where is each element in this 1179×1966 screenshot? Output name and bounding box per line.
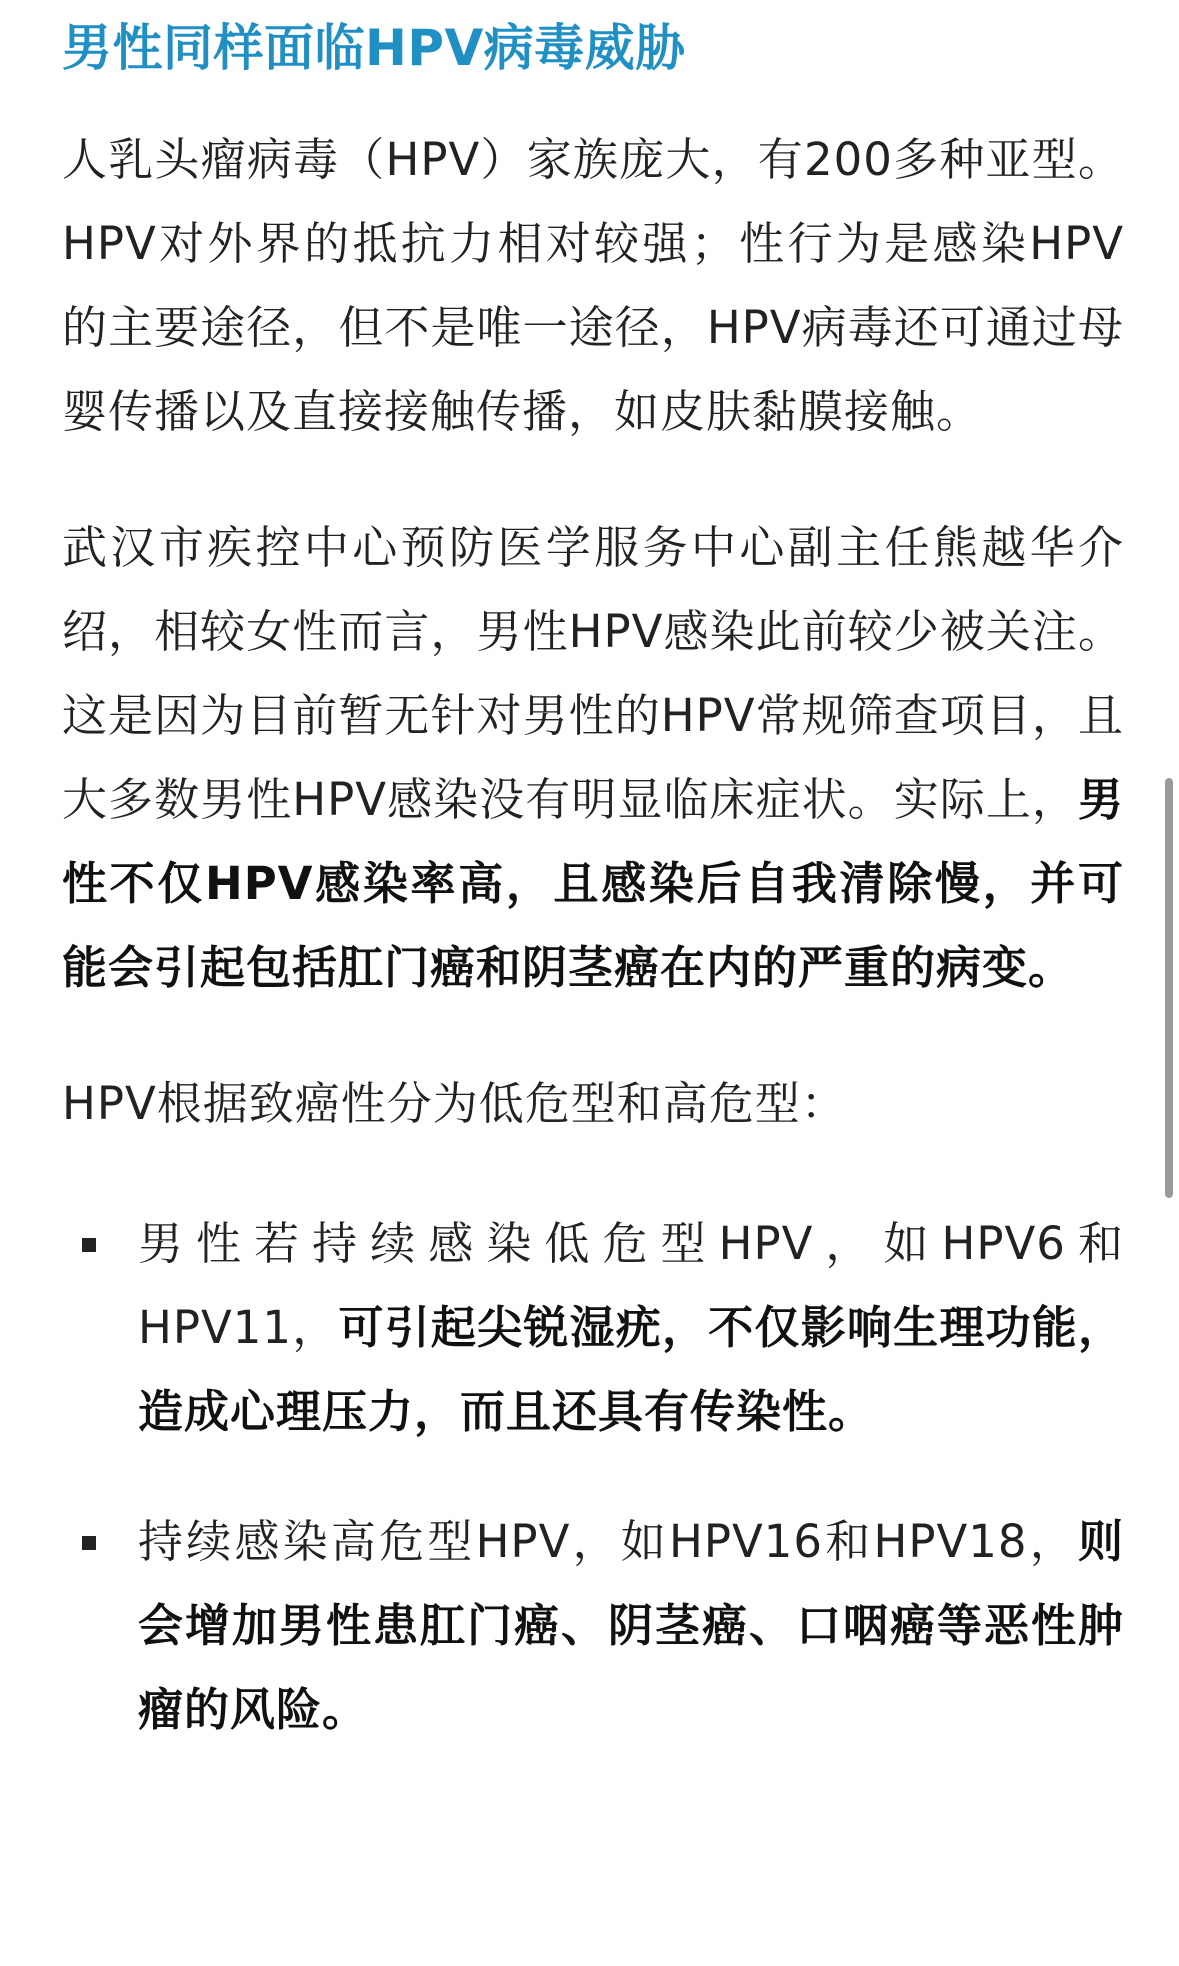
square-bullet-icon	[82, 1536, 96, 1550]
paragraph-expert-quote-text: 武汉市疾控中心预防医学服务中心副主任熊越华介绍，相较女性而言，男性HPV感染此前较少被关注。这是因为目前暂无针对男性的HPV常规筛查项目，且大多数男性HPV感染没有明显临床症状。实际上，	[62, 521, 1124, 826]
risk-type-list	[62, 1202, 1124, 1752]
list-item-high-risk-emphasis: 则会增加男性患肛门癌、阴茎癌、口咽癌等恶性肿瘤的风险。	[138, 1515, 1124, 1736]
paragraph-hpv-intro: 人乳头瘤病毒（HPV）家族庞大，有200多种亚型。HPV对外界的抵抗力相对较强；性行为是感染HPV的主要途径，但不是唯一途径，HPV病毒还可通过母婴传播以及直接接触传播，如皮肤黏膜接触。	[62, 133, 1124, 438]
scrollbar-thumb[interactable]	[1165, 778, 1173, 1198]
paragraph-risk-types: HPV根据致癌性分为低危型和高危型：	[62, 1077, 847, 1130]
paragraph-expert-quote	[62, 506, 1124, 1010]
list-item-low-risk	[62, 1202, 1124, 1454]
list-item-high-risk	[62, 1500, 1124, 1752]
square-bullet-icon	[82, 1238, 96, 1252]
article-title: 男性同样面临HPV病毒威胁	[62, 19, 686, 77]
paragraph-expert-quote-emphasis: 男性不仅HPV感染率高，且感染后自我清除慢，并可能会引起包括肛门癌和阴茎癌在内的严重的病变。	[62, 773, 1124, 994]
scrollbar[interactable]	[1161, 0, 1179, 1966]
list-item-high-risk-text: 持续感染高危型HPV，如HPV16和HPV18，	[138, 1515, 1078, 1568]
list-item-low-risk-text: 男性若持续感染低危型HPV，如HPV6和HPV11，	[138, 1217, 1124, 1354]
list-item-low-risk-emphasis: 可引起尖锐湿疣，不仅影响生理功能，造成心理压力，而且还具有传染性。	[138, 1301, 1124, 1438]
article-body	[62, 0, 1124, 1798]
